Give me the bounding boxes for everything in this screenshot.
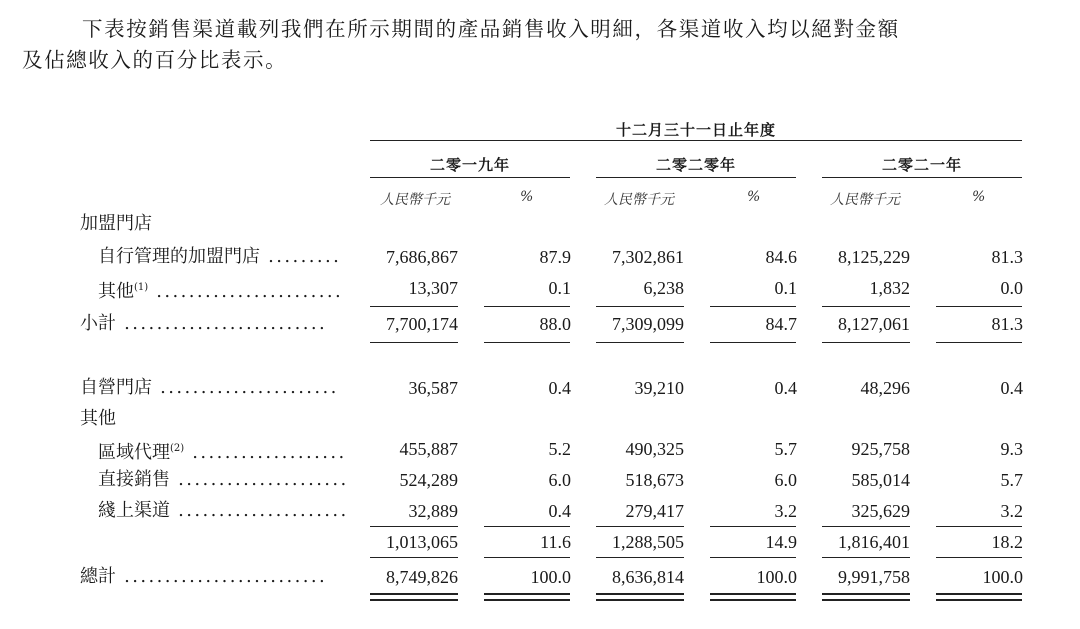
percent-cell: 88.0: [539, 314, 571, 334]
footnote-marker: (2): [170, 443, 185, 454]
row-label: [98, 500, 349, 522]
total-double-rule: [710, 593, 796, 595]
row-label: [80, 566, 327, 588]
percent-cell: 6.0: [774, 470, 797, 490]
amount-cell: 7,700,174: [386, 314, 458, 334]
subtotal-bottom-rule: [710, 342, 796, 343]
percent-cell: 81.3: [991, 314, 1023, 334]
leader-dots: .........: [260, 246, 342, 267]
percent-cell: 5.7: [1000, 470, 1023, 490]
row-label-text: 綫上渠道: [98, 500, 170, 521]
others-rule: [370, 526, 458, 527]
amount-cell: 455,887: [399, 439, 458, 459]
total-double-rule: [596, 593, 684, 595]
total-double-rule: [370, 593, 458, 595]
amount-cell: 7,686,867: [386, 247, 458, 267]
percent-cell: 18.2: [991, 532, 1023, 552]
others-rule: [484, 526, 570, 527]
subtotal-rule: [822, 306, 910, 307]
percent-cell: 0.4: [1000, 378, 1023, 398]
percent-cell: 0.4: [548, 378, 571, 398]
others-rule: [822, 526, 910, 527]
unit-label: 人民幣千元: [604, 192, 674, 208]
leader-dots: .......................: [148, 281, 344, 302]
total-top-rule: [710, 557, 796, 558]
leader-dots: .....................: [170, 500, 349, 521]
row-label: [98, 469, 349, 491]
row-label-text: 其他: [80, 408, 116, 429]
percent-cell: 87.9: [539, 247, 571, 267]
amount-cell: 9,991,758: [838, 567, 910, 587]
total-double-rule: [484, 599, 570, 601]
percent-label: %: [747, 189, 761, 205]
row-label: [80, 213, 152, 235]
amount-cell: 1,013,065: [386, 532, 458, 552]
amount-cell: 524,289: [399, 470, 458, 490]
amount-cell: 585,014: [851, 470, 910, 490]
leader-dots: .........................: [116, 566, 328, 587]
others-rule: [596, 526, 684, 527]
amount-cell: 6,238: [643, 278, 684, 298]
row-label: [80, 377, 339, 399]
amount-cell: 8,636,814: [612, 567, 684, 587]
leader-dots: ...................: [184, 442, 347, 463]
percent-cell: 0.4: [548, 501, 571, 521]
year-2021-header: 二零二一年: [881, 156, 962, 174]
percent-cell: 0.1: [548, 278, 571, 298]
row-label-text: 小計: [80, 313, 116, 334]
amount-cell: 1,832: [869, 278, 910, 298]
subtotal-bottom-rule: [596, 342, 684, 343]
subtotal-rule: [710, 306, 796, 307]
row-label-text: 區域代理: [98, 442, 170, 463]
amount-cell: 7,302,861: [612, 247, 684, 267]
others-rule: [710, 526, 796, 527]
unit-label: 人民幣千元: [830, 192, 900, 208]
amount-cell: 925,758: [851, 439, 910, 459]
percent-cell: 14.9: [765, 532, 797, 552]
row-label: [98, 277, 343, 303]
intro-line-1: 下表按銷售渠道載列我們在所示期間的產品銷售收入明細，各渠道收入均以絕對金額: [82, 17, 900, 41]
subtotal-bottom-rule: [822, 342, 910, 343]
amount-cell: 7,309,099: [612, 314, 684, 334]
total-double-rule: [822, 599, 910, 601]
leader-dots: ......................: [152, 377, 339, 398]
subtotal-rule: [370, 306, 458, 307]
percent-cell: 3.2: [1000, 501, 1023, 521]
total-top-rule: [936, 557, 1022, 558]
subtotal-bottom-rule: [484, 342, 570, 343]
percent-label: %: [972, 189, 986, 205]
total-top-rule: [370, 557, 458, 558]
percent-cell: 0.1: [774, 278, 797, 298]
row-label: [98, 246, 341, 268]
total-top-rule: [822, 557, 910, 558]
total-double-rule: [936, 593, 1022, 595]
row-label-text: 直接銷售: [98, 469, 170, 490]
amount-cell: 8,127,061: [838, 314, 910, 334]
row-label-text: 加盟門店: [80, 213, 152, 234]
amount-cell: 1,816,401: [838, 532, 910, 552]
total-double-rule: [370, 599, 458, 601]
year-2020-header: 二零二零年: [655, 156, 736, 174]
intro-line-2: 及佔總收入的百分比表示。: [22, 48, 288, 72]
amount-cell: 518,673: [625, 470, 684, 490]
total-double-rule: [936, 599, 1022, 601]
year-rule: [822, 177, 1022, 178]
amount-cell: 32,889: [408, 501, 458, 521]
period-header: 十二月三十一日止年度: [615, 121, 776, 139]
percent-cell: 81.3: [991, 247, 1023, 267]
total-double-rule: [596, 599, 684, 601]
others-rule: [936, 526, 1022, 527]
total-double-rule: [822, 593, 910, 595]
row-label-text: 自行管理的加盟門店: [98, 246, 260, 267]
percent-cell: 5.2: [548, 439, 571, 459]
percent-cell: 84.6: [765, 247, 797, 267]
row-label: [80, 408, 116, 430]
row-label-text: 自營門店: [80, 377, 152, 398]
percent-cell: 100.0: [982, 567, 1023, 587]
amount-cell: 8,749,826: [386, 567, 458, 587]
leader-dots: .........................: [116, 313, 328, 334]
amount-cell: 48,296: [860, 378, 910, 398]
percent-cell: 0.0: [1000, 278, 1023, 298]
subtotal-bottom-rule: [370, 342, 458, 343]
subtotal-rule: [936, 306, 1022, 307]
subtotal-rule: [596, 306, 684, 307]
amount-cell: 8,125,229: [838, 247, 910, 267]
row-label: [80, 313, 327, 335]
leader-dots: .....................: [170, 469, 349, 490]
percent-cell: 84.7: [765, 314, 797, 334]
year-rule: [370, 177, 570, 178]
percent-cell: 11.6: [540, 532, 571, 552]
total-double-rule: [710, 599, 796, 601]
percent-cell: 6.0: [548, 470, 571, 490]
period-rule: [370, 140, 1022, 141]
year-rule: [596, 177, 796, 178]
percent-cell: 0.4: [774, 378, 797, 398]
total-double-rule: [484, 593, 570, 595]
percent-cell: 9.3: [1000, 439, 1023, 459]
row-label: [98, 438, 347, 464]
percent-cell: 3.2: [774, 501, 797, 521]
footnote-marker: (1): [134, 282, 149, 293]
amount-cell: 1,288,505: [612, 532, 684, 552]
percent-cell: 5.7: [774, 439, 797, 459]
amount-cell: 279,417: [625, 501, 684, 521]
percent-cell: 100.0: [530, 567, 571, 587]
amount-cell: 13,307: [408, 278, 458, 298]
percent-cell: 100.0: [756, 567, 797, 587]
row-label-text: 其他: [98, 281, 134, 302]
subtotal-bottom-rule: [936, 342, 1022, 343]
amount-cell: 325,629: [851, 501, 910, 521]
percent-label: %: [520, 189, 534, 205]
unit-label: 人民幣千元: [380, 192, 450, 208]
total-top-rule: [596, 557, 684, 558]
subtotal-rule: [484, 306, 570, 307]
amount-cell: 36,587: [408, 378, 458, 398]
amount-cell: 39,210: [634, 378, 684, 398]
amount-cell: 490,325: [625, 439, 684, 459]
year-2019-header: 二零一九年: [429, 156, 510, 174]
total-top-rule: [484, 557, 570, 558]
row-label-text: 總計: [80, 566, 116, 587]
intro-paragraph: [22, 14, 1058, 76]
